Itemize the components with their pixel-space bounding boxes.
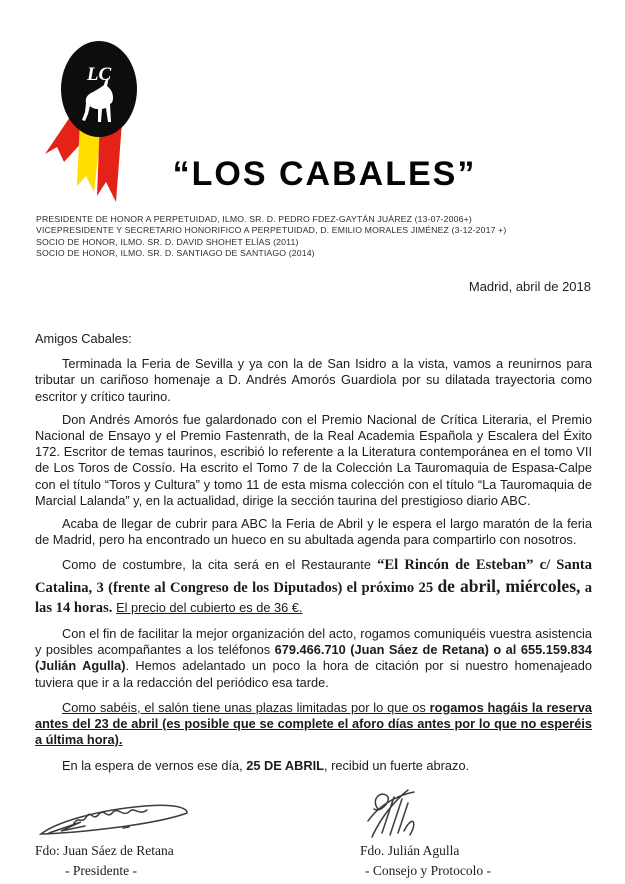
cita-fecha: de abril, miércoles, — [437, 575, 581, 596]
logo-monogram: LC — [86, 64, 112, 85]
cita-intro: Como de costumbre, la cita será en el Restaurante — [62, 557, 378, 573]
paragraph-reserva — [35, 700, 592, 749]
honor-line: VICEPRESIDENTE Y SECRETARIO HONORIFICO A PERPETUIDAD, D. EMILIO MORALES JIMÉNEZ (3-12-2017 +) — [36, 225, 507, 236]
signature-role: - Presidente - — [65, 862, 137, 878]
salutation: Amigos Cabales: — [35, 331, 132, 346]
letter-body — [35, 331, 592, 881]
paragraph-cita — [35, 555, 592, 619]
signature-name: Fdo: Juan Sáez de Retana — [35, 842, 174, 858]
honorary-officers-block — [36, 214, 506, 259]
signature-scribble-retana — [35, 797, 200, 841]
signature-role: - Consejo y Protocolo - — [365, 862, 491, 878]
paragraph-abc: Acaba de llegar de cubrir para ABC la Feria de Abril y le espera el largo maratón de la feria de Madrid, pero ha encontrado un hueco en su abultada agenda para compartirlo con nosotros. — [35, 516, 592, 548]
page-title: “LOS CABALES” — [172, 155, 477, 193]
reserva-aviso: rogamos hagáis la reserva antes del 23 de abril (es posible que se complete el aforo días antes por lo que no esperéis a última hora). — [35, 699, 592, 748]
telefonos-intro: Con el fin de facilitar la mejor organización del acto, rogamos comuniquéis vuestra asistencia y posibles acompañantes a los teléfonos — [35, 625, 592, 658]
cita-lugar: “El Rincón de Esteban” c/ Santa Catalina, 3 (frente al Congreso de los Diputados) el próximo 25 — [35, 557, 592, 596]
paragraph-despedida — [35, 758, 592, 774]
cita-precio: El precio del cubierto es de 36 €. — [116, 600, 303, 616]
honor-line: SOCIO DE HONOR, ILMO. SR. D. DAVID SHOHET ELÍAS (2011) — [36, 236, 299, 247]
honor-line: PRESIDENTE DE HONOR A PERPETUIDAD, ILMO. SR. D. PEDRO FDEZ-GAYTÁN JUÁREZ (13-07-2006+) — [36, 214, 472, 224]
cita-hora: a las 14 horas. — [35, 579, 593, 617]
paragraph-telefonos — [35, 626, 592, 691]
signature-right — [360, 785, 560, 881]
dateline: Madrid, abril de 2018 — [468, 279, 591, 294]
signature-name: Fdo. Julián Agulla — [360, 842, 460, 858]
honor-line: SOCIO DE HONOR, ILMO. SR. D. SANTIAGO DE SANTIAGO (2014) — [36, 247, 315, 258]
telefonos-cierre: . Hemos adelantado un poco la hora de citación por si nuestro homenajeado tuviera que ir a la redacción del periódico esa tarde. — [35, 658, 593, 690]
signature-scribble-agulla — [360, 785, 430, 841]
reserva-intro: Como sabéis, el salón tiene unas plazas limitadas por lo que os — [62, 699, 430, 715]
paragraph-premios: Don Andrés Amorós fue galardonado con el Premio Nacional de Crítica Literaria, el Premio Nacional de Ensayo y el Premio Fastenrath, de la Real Academia Española y Escalera del Éxito 172. Escritor de temas taurinos, escribió lo referente a la Literatura contemporánea en el tomo VII de Los Toros de Cossío. Ha escrito el Tomo 7 de la Colección La Tauromaquia de Espasa-Calpe con el título “Toros y Cultura” y tomo 11 de esta misma colección con el título “La Tauromaquia de Marcial Lalanda” y, en la actualidad, dirige la sección taurina del prestigioso diario ABC. — [35, 411, 592, 508]
signature-left — [35, 797, 250, 881]
despedida-fecha: 25 DE ABRIL — [246, 758, 324, 774]
despedida-cierre: , recibid un fuerte abrazo. — [324, 758, 470, 774]
signature-row — [35, 785, 592, 881]
paragraph-homenaje: Terminada la Feria de Sevilla y ya con la de San Isidro a la vista, vamos a reunirnos para tributar un cariñoso homenaje a D. Andrés Amorós Guardiola por su dilatada trayectoria como escritor y crítico taurino. — [35, 356, 592, 404]
despedida-intro: En la espera de vernos ese día, — [62, 758, 247, 774]
telefonos-numeros: 679.466.710 (Juan Sáez de Retana) o al 655.159.834 (Julián Agulla) — [35, 642, 592, 674]
